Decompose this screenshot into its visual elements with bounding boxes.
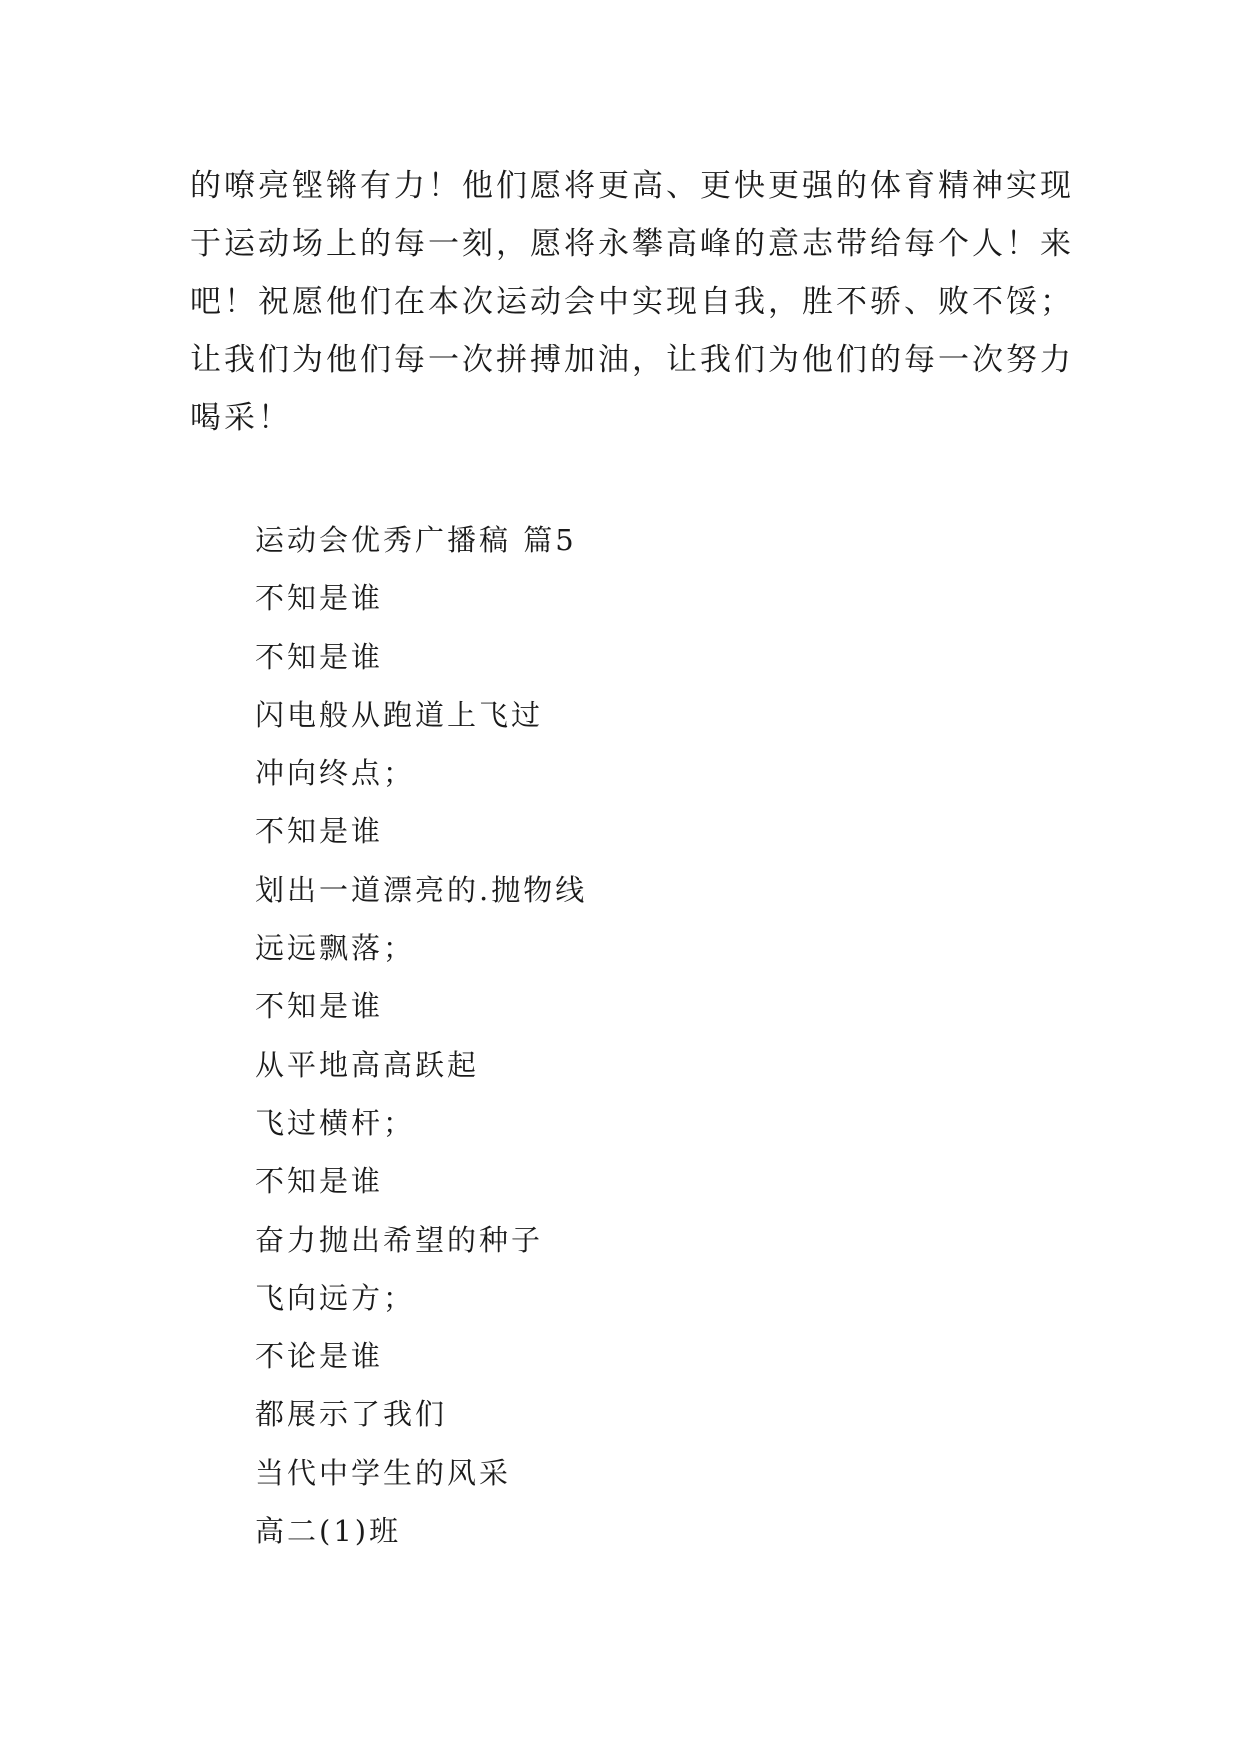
poem-line: 冲向终点； (255, 756, 416, 791)
paragraph-line: 让我们为他们每一次拼搏加油，让我们为他们的每一次努力 (190, 342, 1074, 378)
paragraph-line: 吧！祝愿他们在本次运动会中实现自我，胜不骄、败不馁； (190, 284, 1074, 320)
paragraph-line: 于运动场上的每一刻，愿将永攀高峰的意志带给每个人！来 (190, 226, 1074, 262)
poem-line: 不知是谁 (255, 814, 384, 849)
poem-line: 不知是谁 (255, 639, 384, 674)
poem-line: 不知是谁 (255, 1164, 384, 1199)
poem-line: 奋力抛出希望的种子 (255, 1222, 544, 1257)
poem-section (255, 511, 587, 1560)
poem-line: 飞过横杆； (255, 1105, 416, 1140)
poem-signature: 高二(1)班 (255, 1514, 402, 1549)
section-heading: 运动会优秀广播稿 篇5 (255, 523, 577, 557)
poem-line: 划出一道漂亮的.抛物线 (255, 872, 588, 907)
poem-line: 远远飘落； (255, 931, 416, 966)
poem-line: 不知是谁 (255, 581, 384, 616)
poem-line: 从平地高高跃起 (255, 1047, 480, 1082)
poem-line: 飞向远方； (255, 1280, 416, 1315)
poem-line: 不论是谁 (255, 1339, 384, 1374)
poem-line: 闪电般从跑道上飞过 (255, 697, 544, 732)
poem-line: 都展示了我们 (255, 1397, 448, 1432)
body-paragraph (190, 157, 1074, 447)
paragraph-line: 喝采！ (190, 400, 292, 436)
poem-line: 当代中学生的风采 (255, 1455, 512, 1490)
poem-line: 不知是谁 (255, 989, 384, 1024)
paragraph-line: 的嘹亮铿锵有力！他们愿将更高、更快更强的体育精神实现 (190, 168, 1074, 204)
